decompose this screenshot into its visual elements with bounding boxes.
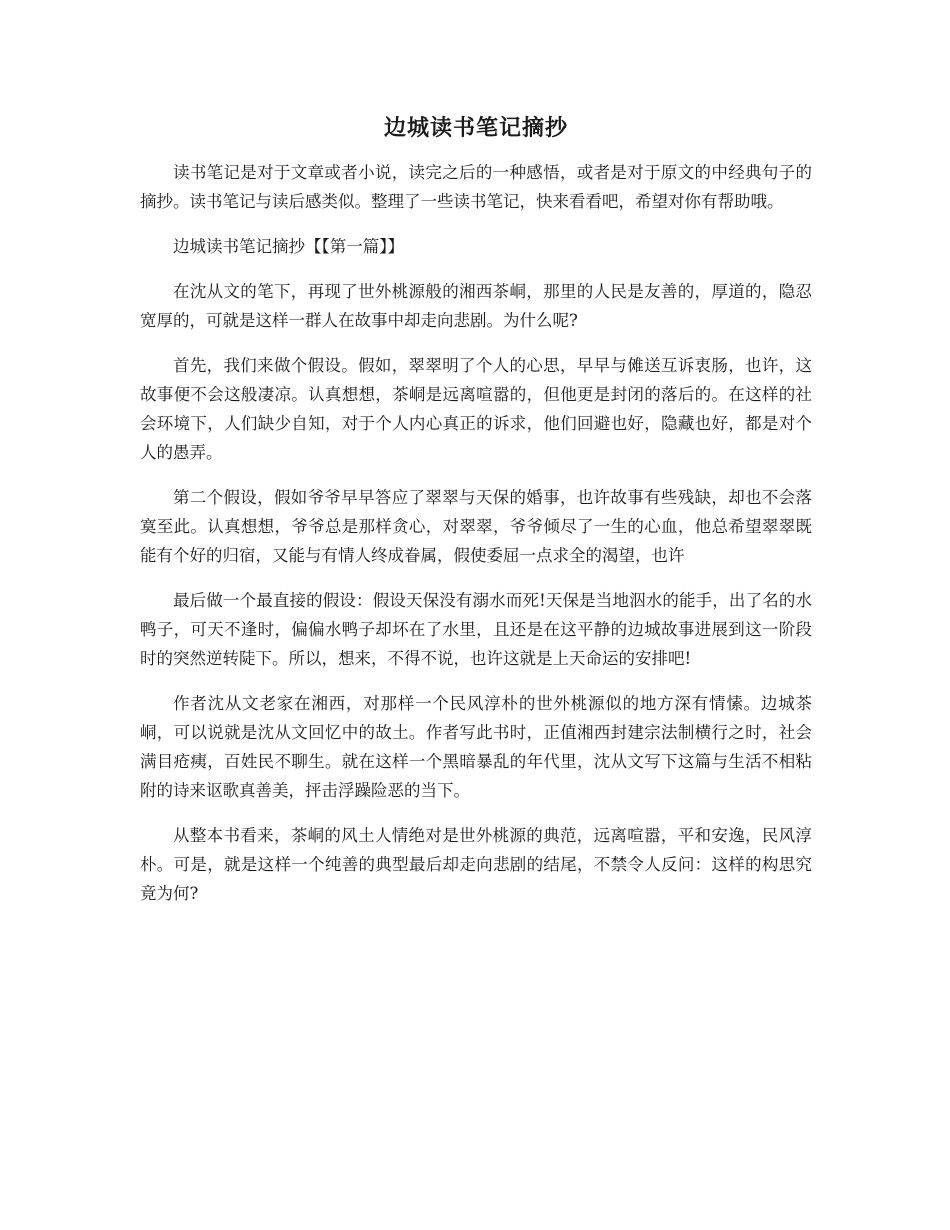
document-page (140, 110, 812, 924)
body-paragraph: 作者沈从文老家在湘西，对那样一个民风淳朴的世外桃源似的地方深有情愫。边城茶峒，可以说就是沈从文回忆中的故土。作者写此书时，正值湘西封建宗法制横行之时，社会满目疮痍，百姓民不聊生。就在这样一个黑暗暴乱的年代里，沈从文写下这篇与生活不相粘附的诗来讴歌真善美，抨击浮躁险恶的当下。 (140, 694, 812, 800)
body-paragraph: 首先，我们来做个假设。假如，翠翠明了个人的心思，早早与傩送互诉衷肠，也许，这故事便不会这般凄凉。认真想想，茶峒是远离喧嚣的，但他更是封闭的落后的。在这样的社会环境下，人们缺少自知，对于个人内心真正的诉求，他们回避也好，隐藏也好，都是对个人的愚弄。 (140, 356, 812, 462)
body-paragraph: 最后做一个最直接的假设：假设天保没有溺水而死!天保是当地泅水的能手，出了名的水鸭子，可天不逢时，偏偏水鸭子却坏在了水里，且还是在这平静的边城故事进展到这一阶段时的突然逆转陡下。所以，想来，不得不说，也许这就是上天命运的安排吧! (140, 591, 812, 668)
section-heading: 边城读书笔记摘抄【【第一篇】】 (173, 237, 404, 256)
body-paragraph: 第二个假设，假如爷爷早早答应了翠翠与天保的婚事，也许故事有些残缺，却也不会落寞至此。认真想想，爷爷总是那样贪心，对翠翠，爷爷倾尽了一生的心血，他总希望翠翠既能有个好的归宿，又能与有情人终成眷属，假使委屈一点求全的渴望，也许 (140, 488, 812, 565)
body-paragraph: 从整本书看来，茶峒的风土人情绝对是世外桃源的典范，远离喧嚣，平和安逸，民风淳朴。可是，就是这样一个纯善的典型最后却走向悲剧的结尾，不禁令人反问：这样的构思究竟为何? (140, 826, 812, 903)
body-paragraph: 在沈从文的笔下，再现了世外桃源般的湘西茶峒，那里的人民是友善的，厚道的，隐忍宽厚的，可就是这样一群人在故事中却走向悲剧。为什么呢? (140, 282, 812, 330)
document-title: 边城读书笔记摘抄 (383, 115, 568, 141)
intro-paragraph: 读书笔记是对于文章或者小说，读完之后的一种感悟，或者是对于原文的中经典句子的摘抄。读书笔记与读后感类似。整理了一些读书笔记，快来看看吧，希望对你有帮助哦。 (140, 163, 812, 211)
